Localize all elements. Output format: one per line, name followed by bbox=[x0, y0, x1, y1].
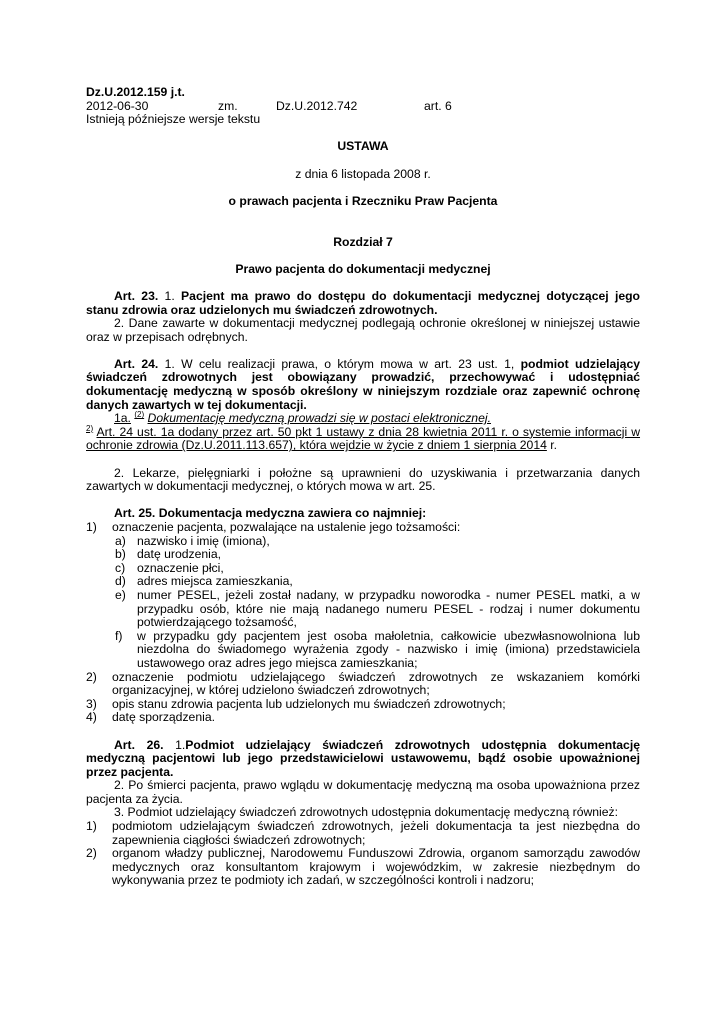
art24-p1a bbox=[86, 412, 640, 426]
art26-p1-text: Podmiot udzielający świadczeń zdrowotnych udostępnia dokumentację medyczną pacjentowi lub jego przedstawicielowi ustawowemu, bądź osobie upoważnionej przez pacjenta. bbox=[86, 737, 640, 779]
list-item bbox=[115, 547, 640, 562]
list-marker: 2) bbox=[86, 846, 97, 861]
doc-meta-row bbox=[86, 100, 640, 114]
art26-p3: 3. Podmiot udzielający świadczeń zdrowotnych udostępnia dokumentację medyczną również: bbox=[114, 805, 619, 820]
art26-label: Art. 26. bbox=[114, 737, 164, 752]
versions-note: Istnieją późniejsze wersje tekstu bbox=[86, 112, 261, 127]
list-marker: e) bbox=[115, 587, 126, 602]
list-item bbox=[86, 669, 640, 698]
list-item-text: organom władzy publicznej, Narodowemu Funduszowi Zdrowia, organom samorządu zawodów medycznych oraz konsultantom krajowym i wojewódzkim, w zakresie niezbędnym do wykonywania przez te podmioty ich zadań, w szczególności kontroli i nadzoru; bbox=[112, 846, 640, 888]
list-marker: 1) bbox=[86, 819, 97, 834]
list-item bbox=[115, 628, 640, 671]
list-marker: f) bbox=[115, 628, 123, 643]
art24-p1a-ref: (2) bbox=[134, 410, 145, 420]
art24-p1-plain: 1. W celu realizacji prawa, o którym mowa w art. 23 ust. 1, bbox=[164, 356, 515, 371]
list-item-text: adres miejsca zamieszkania, bbox=[137, 574, 293, 589]
footnote-text[interactable]: Art. 24 ust. 1a dodany przez art. 50 pkt 1 ustawy z dnia 28 kwietnia 2011 r. o systemie informacji w ochronie zdrowia (Dz.U.2011.113.657), która wejdzie w życie z dniem 1 sierpnia 2014 bbox=[86, 424, 641, 453]
doc-id: Dz.U.2012.159 j.t. bbox=[86, 85, 185, 99]
art24-label: Art. 24. bbox=[114, 356, 159, 371]
list-item bbox=[115, 587, 640, 630]
art24-p1a-text: Dokumentację medyczną prowadzi się w postaci elektronicznej. bbox=[147, 411, 491, 426]
footnote-ref: 2) bbox=[86, 423, 94, 433]
list-marker: a) bbox=[115, 533, 126, 548]
art25-heading: Art. 25. Dokumentacja medyczna zawiera co najmniej: bbox=[114, 506, 427, 521]
doc-date: 2012-06-30 bbox=[86, 98, 149, 113]
list-item bbox=[86, 696, 640, 712]
doc-art: art. 6 bbox=[424, 98, 452, 113]
footnote-tail: r. bbox=[546, 438, 558, 453]
act-title: o prawach pacjenta i Rzeczniku Praw Pacjenta bbox=[228, 193, 498, 208]
art23-p1 bbox=[86, 290, 640, 317]
list-item-text: opis stanu zdrowia pacjenta lub udzielonych mu świadczeń zdrowotnych; bbox=[112, 696, 506, 711]
art26-p2: 2. Po śmierci pacjenta, prawo wglądu w dokumentację medyczną ma osoba upoważniona przez pacjenta za życia. bbox=[86, 778, 640, 806]
art25-list bbox=[86, 520, 640, 725]
act-date: z dnia 6 listopada 2008 r. bbox=[295, 166, 431, 181]
art23-p1-text: Pacjent ma prawo do dostępu do dokumentacji medycznej dotyczącej jego stanu zdrowia oraz udzielonych mu świadczeń zdrowotnych. bbox=[86, 288, 640, 317]
list-marker: 1) bbox=[86, 520, 97, 534]
art26-list bbox=[86, 819, 640, 888]
list-marker: 2) bbox=[86, 669, 97, 684]
document-page bbox=[86, 86, 640, 888]
art23-label: Art. 23. bbox=[114, 288, 159, 303]
list-marker: c) bbox=[115, 560, 126, 575]
art25-sublist bbox=[115, 533, 640, 671]
list-item bbox=[86, 846, 640, 888]
list-item bbox=[86, 819, 640, 847]
list-item bbox=[86, 520, 640, 535]
doc-ref: Dz.U.2012.742 bbox=[276, 98, 358, 113]
act-type: USTAWA bbox=[337, 139, 389, 154]
list-item bbox=[115, 533, 640, 549]
list-item-text: podmiotom udzielającym świadczeń zdrowotnych, jeżeli dokumentacja ta jest niezbędna do zapewnienia ciągłości świadczeń zdrowotnych; bbox=[112, 819, 640, 847]
art23-p1-num: 1. bbox=[164, 288, 175, 303]
art24-p1a-num: 1a. bbox=[114, 411, 131, 426]
list-item bbox=[86, 710, 640, 725]
art24-p1 bbox=[86, 358, 640, 412]
list-marker: 4) bbox=[86, 710, 97, 725]
list-item-text: numer PESEL, jeżeli został nadany, w przypadku noworodka - numer PESEL matki, a w przypadku osób, które nie mają nadanego numeru PESEL - rodzaj i numer dokumentu potwierdzającego tożsamość, bbox=[137, 587, 640, 630]
art26-p1-num: 1. bbox=[175, 737, 186, 752]
list-item bbox=[115, 574, 640, 589]
list-item-text: datę urodzenia, bbox=[137, 547, 222, 562]
list-item-text: oznaczenie podmiotu udzielającego świadczeń zdrowotnych ze wskazaniem komórki organizacyjnej, w której udzielono świadczeń zdrowotnych; bbox=[112, 669, 640, 698]
art24-p1-bold: podmiot udzielający świadczeń zdrowotnych jest obowiązany prowadzić, przechowywać i udostępniać dokumentację medyczną w sposób określony w niniejszym rozdziale oraz zapewnić ochronę danych zawartych w tej dokumentacji. bbox=[86, 356, 641, 412]
art23-p2: 2. Dane zawarte w dokumentacji medycznej podlegają ochronie określonej w niniejszej ustawie oraz w przepisach odrębnych. bbox=[86, 316, 640, 344]
art24-footnote bbox=[86, 423, 641, 453]
list-item-text: oznaczenie płci, bbox=[137, 560, 224, 575]
list-marker: b) bbox=[115, 547, 126, 562]
list-item-text: datę sporządzenia. bbox=[112, 710, 215, 725]
list-item-text: w przypadku gdy pacjentem jest osoba małoletnia, całkowicie ubezwłasnowolniona lub niezdolna do świadomego wyrażenia zgody - nazwisko i imię (imiona) przedstawiciela ustawowego oraz adres jego miejsca zamieszkania; bbox=[137, 628, 640, 670]
art26-p1 bbox=[86, 739, 640, 780]
art24-p2: 2. Lekarze, pielęgniarki i położne są uprawnieni do uzyskiwania i przetwarzania danych zawartych w dokumentacji medycznej, o których mowa w art. 25. bbox=[86, 465, 640, 494]
chapter-title: Prawo pacjenta do dokumentacji medycznej bbox=[235, 261, 491, 276]
list-item-text: oznaczenie pacjenta, pozwalające na ustalenie jego tożsamości: bbox=[112, 520, 461, 534]
list-item-text: nazwisko i imię (imiona), bbox=[137, 533, 270, 548]
list-marker: d) bbox=[115, 574, 126, 589]
list-marker: 3) bbox=[86, 696, 97, 711]
doc-zm: zm. bbox=[218, 98, 238, 113]
chapter-number: Rozdział 7 bbox=[333, 234, 393, 249]
list-item bbox=[115, 560, 640, 576]
